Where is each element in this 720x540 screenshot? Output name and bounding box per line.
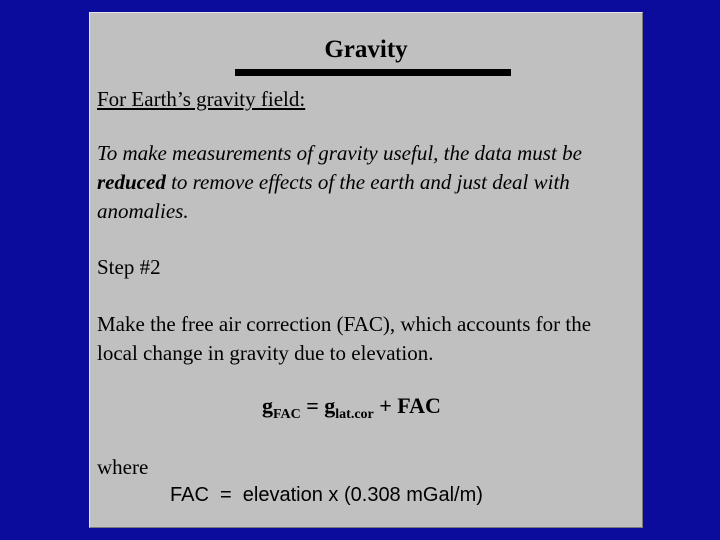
formula-equals: =	[300, 393, 325, 418]
reduction-paragraph	[97, 139, 637, 226]
formula-g2: g	[324, 393, 336, 418]
fac-formula	[262, 393, 441, 422]
formula-subscript-latcor: lat.cor	[335, 407, 374, 422]
formula-plus-fac: + FAC	[373, 393, 441, 418]
where-label: where	[97, 455, 149, 479]
reduction-paragraph-bold: reduced	[97, 170, 166, 194]
fac-description: Make the free air correction (FAC), which accounts for the local change in gravity due to elevation.	[97, 312, 592, 365]
title-underline-rule	[235, 69, 511, 76]
formula-g1: g	[262, 393, 273, 418]
reduction-paragraph-end: to remove effects of the earth and just deal with anomalies.	[97, 170, 570, 223]
fac-definition: FAC = elevation x (0.308 mGal/m)	[170, 484, 483, 506]
formula-subscript-fac: FAC	[273, 407, 301, 422]
intro-text: For Earth’s gravity field:	[97, 87, 306, 111]
slide-panel	[89, 12, 643, 528]
reduction-paragraph-start: To make measurements of gravity useful, the data must be	[97, 141, 582, 165]
slide-title: Gravity	[324, 36, 408, 63]
step-label: Step #2	[97, 255, 161, 279]
